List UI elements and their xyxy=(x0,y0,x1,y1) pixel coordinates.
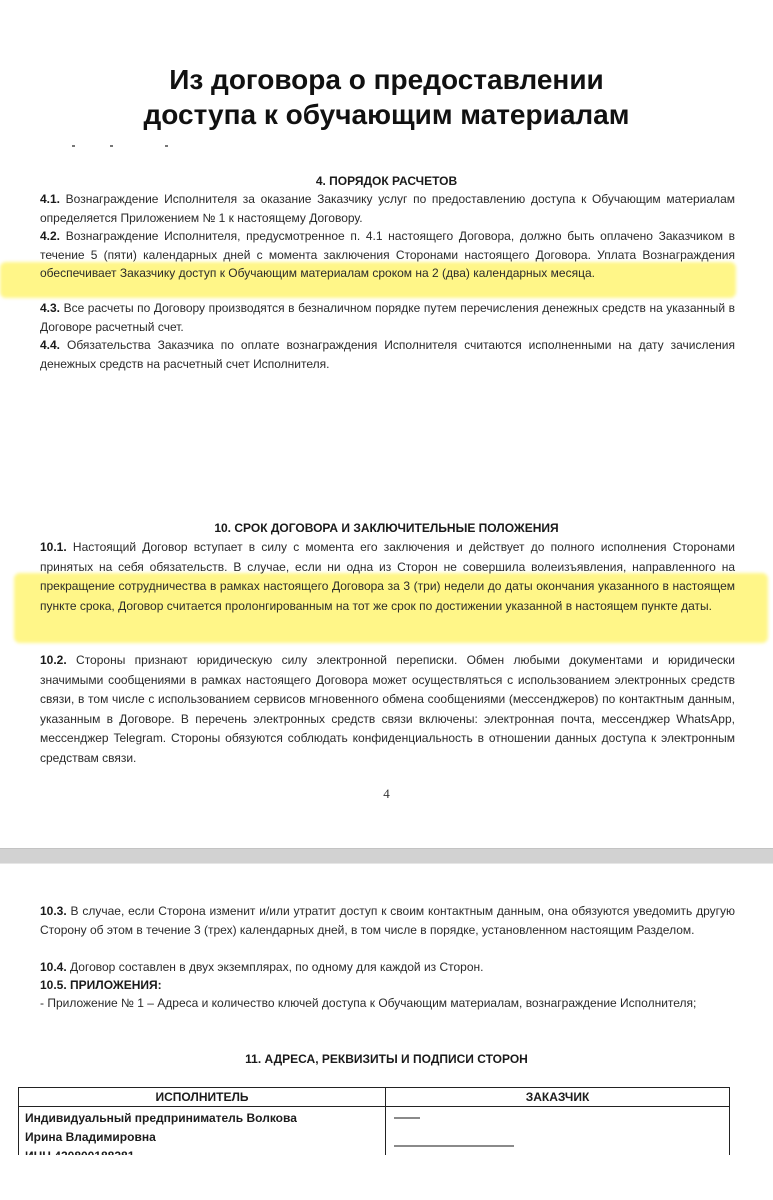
clause-number: 10.1. xyxy=(40,540,67,554)
clause-number: 4.2. xyxy=(40,229,61,243)
customer-column-header: ЗАКАЗЧИК xyxy=(386,1088,730,1107)
scan-specks xyxy=(0,145,773,153)
table-header-row xyxy=(19,1088,730,1107)
clause-4-3 xyxy=(40,299,735,336)
highlighted-text: В случае, если ни одна из Сторон не совершила волеизъявления, направленного на прекращение сотрудничества в рамках настоящего Договора за 3 (три) недели до даты окончания указанного в настоящем пункте срока, Договор считается пролонгированным на тот же срок по достижении указанной в настоящем пункте даты. xyxy=(40,559,735,613)
page-number: 4 xyxy=(383,786,390,801)
page-separator xyxy=(0,848,773,864)
clause-text: Настоящий Договор вступает в силу с момента его заключения и действует до полного исполнения Сторонами принятых на себя обязательств. xyxy=(40,540,735,574)
clause-number: 10.3. xyxy=(40,904,67,918)
section-11-heading: 11. АДРЕСА, РЕКВИЗИТЫ И ПОДПИСИ СТОРОН xyxy=(245,1052,528,1066)
clause-text: Стороны признают юридическую силу электронной переписки. Обмен любыми документами и юридически значимыми сообщениями в рамках настоящего Договора может осуществляться с использованием электронных средств связи, в том числе с использованием сервисов мгновенного обмена сообщениями (мессенджеров) по контактным данным, указанным в Договоре. В перечень электронных средств связи включены: электронная почта, мессенджер WhatsApp, мессенджер Telegram. Стороны обязуются соблюдать конфиденциальность в отношении данных доступа к электронным средствам связи. xyxy=(40,653,735,765)
clause-text: Договор составлен в двух экземплярах, по одному для каждой из Сторон. xyxy=(70,960,484,974)
page-title xyxy=(0,62,773,132)
clause-number: 10.2. xyxy=(40,653,67,667)
clause-number: 4.4. xyxy=(40,338,61,352)
section-10-heading: 10. СРОК ДОГОВОРА И ЗАКЛЮЧИТЕЛЬНЫЕ ПОЛОЖЕНИЯ xyxy=(214,521,559,535)
clause-text: В случае, если Сторона изменит и/или утратит доступ к своим контактным данным, она обязуются уведомить другую Сторону об этом в течение 3 (трех) календарных дней, в том числе в порядке, установленном настоящим Разделом. xyxy=(40,904,735,937)
title-line-1: Из договора о предоставлении xyxy=(169,64,604,95)
clause-10-2 xyxy=(40,651,735,768)
title-line-2: доступа к обучающим материалам xyxy=(143,99,630,130)
clause-text: Вознаграждение Исполнителя за оказание Заказчику услуг по предоставлению доступа к Обучающим материалам определяется Приложением № 1 к настоящему Договору. xyxy=(40,192,735,225)
clause-text: Обязательства Заказчика по оплате вознаграждения Исполнителя считаются исполненными на дату зачисления денежных средств на расчетный счет Исполнителя. xyxy=(40,338,735,371)
executor-column-header: ИСПОЛНИТЕЛЬ xyxy=(19,1088,386,1107)
highlighted-text: Уплата Вознаграждения обеспечивает Заказчику доступ к Обучающим материалам сроком на 2 (два) календарных месяца. xyxy=(40,247,735,280)
redacted-mark xyxy=(394,1145,514,1147)
clause-number: 10.4. xyxy=(40,960,67,974)
executor-name-line-2: Ирина Владимировна xyxy=(25,1130,156,1144)
scan-speck xyxy=(165,145,168,147)
appendices-title: ПРИЛОЖЕНИЯ: xyxy=(70,978,162,992)
appendix-item: - Приложение № 1 – Адреса и количество ключей доступа к Обучающим материалам, вознаграждение Исполнителя; xyxy=(40,996,697,1010)
page-crop-edge xyxy=(0,1155,773,1200)
clause-text: Все расчеты по Договору производятся в безналичном порядке путем перечисления денежных средств на указанный в Договоре расчетный счет. xyxy=(40,301,736,334)
clause-10-3 xyxy=(40,902,735,939)
clause-10-4 xyxy=(40,958,735,977)
clause-10-1 xyxy=(40,538,735,616)
clause-4-4 xyxy=(40,336,735,373)
clause-text: Вознаграждение Исполнителя, предусмотренное п. 4.1 настоящего Договора, должно быть оплачено Заказчиком в течение 5 (пяти) календарных дней с момента заключения Сторонами настоящего Договора. xyxy=(40,229,735,262)
clause-4-2 xyxy=(40,227,735,283)
section-4-heading: 4. ПОРЯДОК РАСЧЕТОВ xyxy=(315,174,458,188)
executor-name-line-1: Индивидуальный предприниматель Волкова xyxy=(25,1111,297,1125)
clause-number: 4.1. xyxy=(40,192,61,206)
clause-number: 10.5. xyxy=(40,978,67,992)
scan-speck xyxy=(110,145,113,147)
clause-number: 4.3. xyxy=(40,301,61,315)
scan-speck xyxy=(72,145,75,147)
clause-10-5 xyxy=(40,976,735,995)
clause-4-1 xyxy=(40,190,735,227)
redacted-mark xyxy=(394,1117,420,1119)
